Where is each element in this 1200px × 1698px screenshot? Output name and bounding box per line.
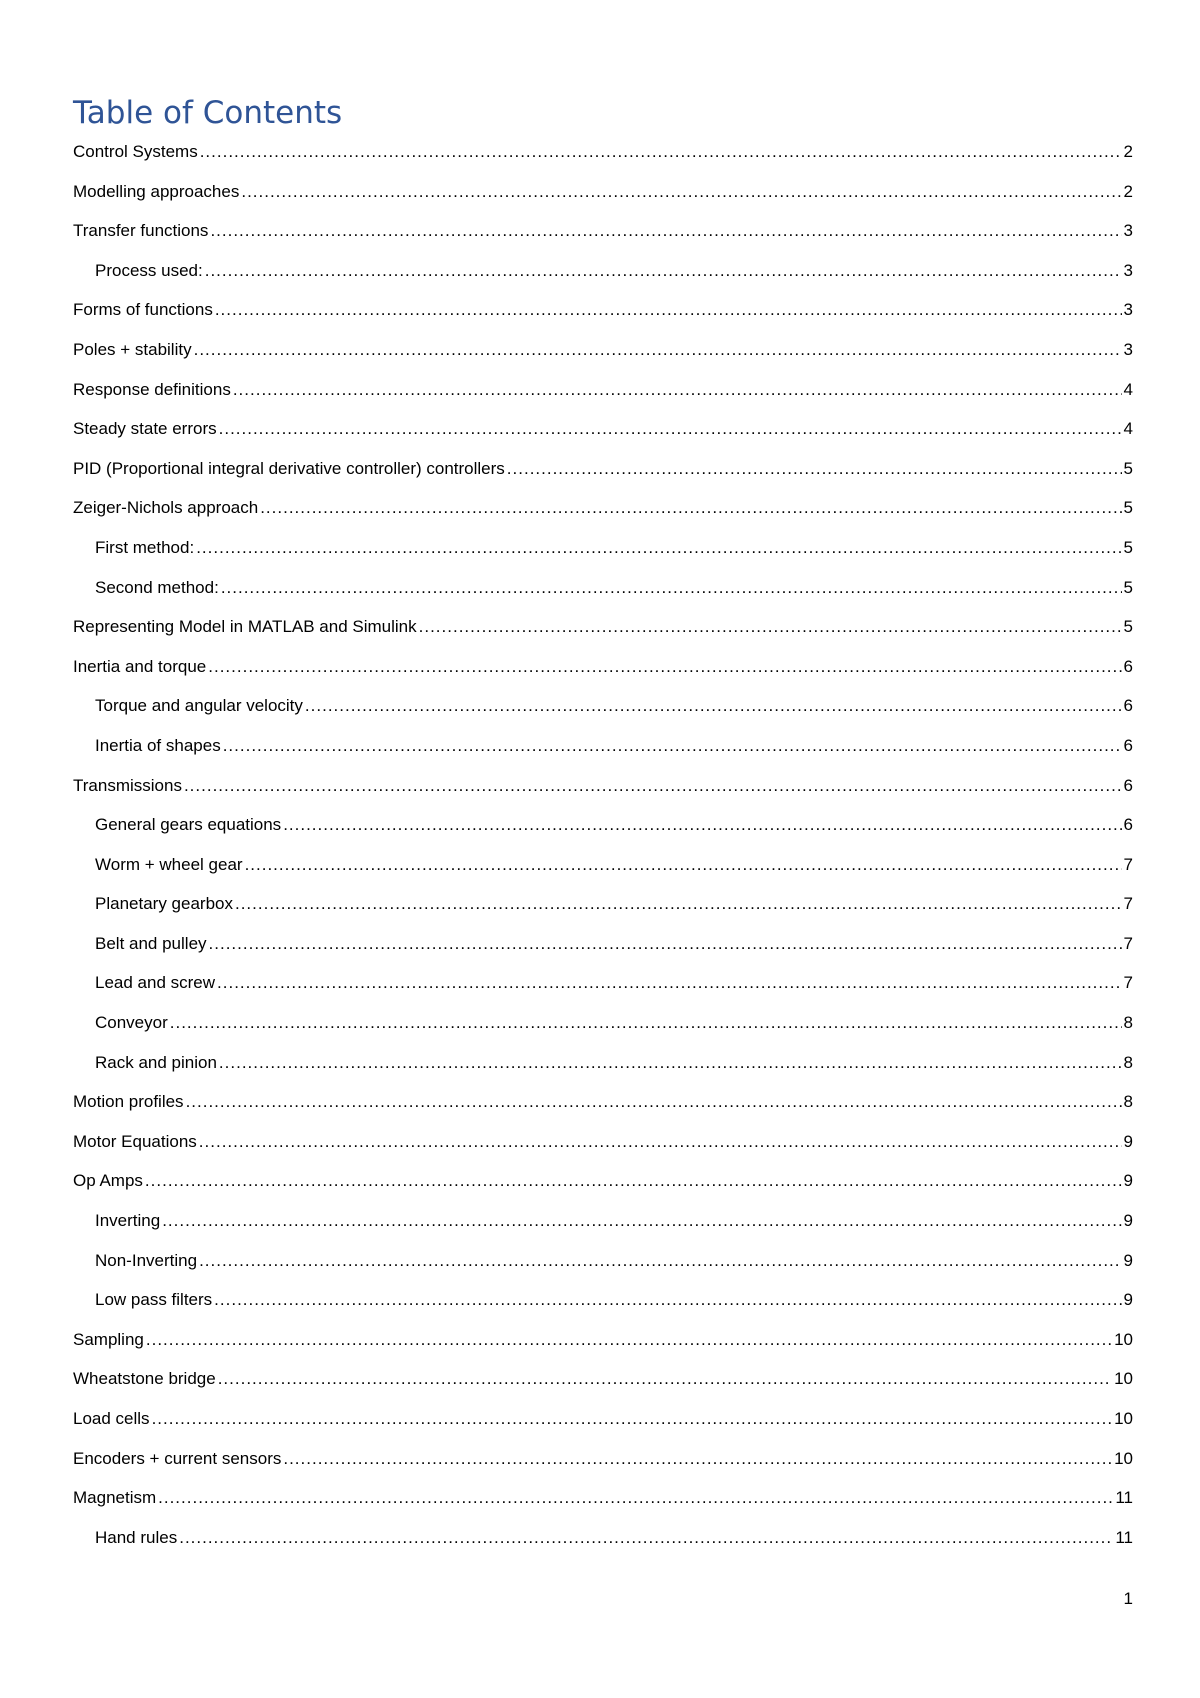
toc-dot-leader bbox=[283, 1444, 1112, 1474]
toc-entry-title[interactable]: Worm + wheel gear bbox=[95, 854, 243, 874]
toc-entry-title[interactable]: PID (Proportional integral derivative controller) controllers bbox=[73, 458, 505, 478]
toc-entry-page-number[interactable]: 11 bbox=[1115, 1488, 1133, 1508]
toc-dot-leader bbox=[158, 1483, 1113, 1513]
toc-entry-title[interactable]: Sampling bbox=[73, 1329, 144, 1349]
toc-entry-page-number[interactable]: 8 bbox=[1123, 1052, 1133, 1072]
toc-entry-title[interactable]: Inertia and torque bbox=[73, 656, 207, 676]
toc-dot-leader bbox=[186, 1087, 1122, 1117]
toc-entry-title[interactable]: Zeiger-Nichols approach bbox=[73, 498, 259, 518]
toc-entry[interactable] bbox=[73, 1206, 1133, 1246]
toc-entry-page-number[interactable]: 6 bbox=[1123, 735, 1133, 755]
toc-entry-page-number[interactable]: 3 bbox=[1123, 260, 1133, 280]
toc-heading: Table of Contents bbox=[73, 95, 343, 131]
toc-entry[interactable] bbox=[73, 454, 1133, 494]
toc-entry-title[interactable]: Wheatstone bridge bbox=[73, 1369, 216, 1389]
toc-entry-title[interactable]: Magnetism bbox=[73, 1488, 157, 1508]
toc-entry-title[interactable]: Steady state errors bbox=[73, 419, 217, 439]
toc-entry[interactable] bbox=[73, 889, 1133, 929]
toc-dot-leader bbox=[419, 612, 1122, 642]
toc-entry-title[interactable]: General gears equations bbox=[95, 815, 282, 835]
toc-entry[interactable] bbox=[73, 256, 1133, 296]
toc-entry-page-number[interactable]: 7 bbox=[1123, 854, 1133, 874]
toc-dot-leader bbox=[162, 1206, 1121, 1236]
toc-entry[interactable] bbox=[73, 652, 1133, 692]
toc-entry-page-number[interactable]: 3 bbox=[1123, 300, 1133, 320]
toc-dot-leader bbox=[196, 533, 1121, 563]
toc-entry-title[interactable]: Control Systems bbox=[73, 142, 198, 161]
toc-dot-leader bbox=[214, 1285, 1121, 1315]
toc-entry-page-number[interactable]: 10 bbox=[1114, 1369, 1133, 1389]
toc-entry-title[interactable]: Non-Inverting bbox=[95, 1250, 198, 1270]
toc-entry-title[interactable]: Load cells bbox=[73, 1409, 150, 1428]
toc-entry-page-number[interactable]: 2 bbox=[1123, 142, 1133, 161]
toc-entry-page-number[interactable]: 9 bbox=[1123, 1171, 1133, 1191]
toc-entry-page-number[interactable]: 6 bbox=[1123, 775, 1133, 795]
toc-dot-leader bbox=[219, 1048, 1122, 1078]
toc-entry[interactable] bbox=[73, 533, 1133, 573]
toc-entry-title[interactable]: Process used: bbox=[95, 260, 203, 280]
toc-dot-leader bbox=[221, 573, 1122, 603]
toc-dot-leader bbox=[210, 216, 1121, 246]
toc-entry[interactable] bbox=[73, 1087, 1133, 1127]
toc-entry[interactable] bbox=[73, 968, 1133, 1008]
toc-entry[interactable] bbox=[73, 177, 1133, 217]
toc-dot-leader bbox=[260, 493, 1121, 523]
toc-dot-leader bbox=[305, 691, 1122, 721]
toc-entry[interactable] bbox=[73, 691, 1133, 731]
toc-dot-leader bbox=[199, 1127, 1122, 1157]
toc-entry-page-number[interactable]: 9 bbox=[1123, 1131, 1133, 1151]
toc-entry[interactable] bbox=[73, 1444, 1133, 1484]
toc-entry-page-number[interactable]: 10 bbox=[1114, 1329, 1133, 1349]
toc-dot-leader bbox=[283, 810, 1121, 840]
toc-entry-page-number[interactable]: 7 bbox=[1123, 973, 1133, 993]
toc-entry-title[interactable]: Torque and angular velocity bbox=[95, 696, 303, 716]
toc-entry[interactable] bbox=[73, 1166, 1133, 1206]
toc-entry[interactable] bbox=[73, 1246, 1133, 1286]
toc-entry-page-number[interactable]: 8 bbox=[1123, 1013, 1133, 1033]
toc-entry-title[interactable]: Motor Equations bbox=[73, 1131, 197, 1151]
toc-entry-title[interactable]: Motion profiles bbox=[73, 1092, 184, 1112]
toc-dot-leader bbox=[209, 929, 1122, 959]
toc-entry-page-number[interactable]: 10 bbox=[1114, 1448, 1133, 1468]
page-number: 1 bbox=[1123, 1589, 1133, 1608]
toc-entry-page-number[interactable]: 5 bbox=[1123, 537, 1133, 557]
toc-entry-page-number[interactable]: 4 bbox=[1123, 379, 1133, 399]
toc-entry-title[interactable]: Poles + stability bbox=[73, 339, 192, 359]
toc-dot-leader bbox=[199, 1246, 1121, 1276]
toc-entry-page-number[interactable]: 10 bbox=[1114, 1409, 1133, 1428]
toc-entry[interactable] bbox=[73, 216, 1133, 256]
toc-entry-page-number[interactable]: 5 bbox=[1123, 458, 1133, 478]
toc-entry-page-number[interactable]: 9 bbox=[1123, 1250, 1133, 1270]
toc-entry-title[interactable]: Lead and screw bbox=[95, 973, 216, 993]
toc-entry[interactable] bbox=[73, 1404, 1133, 1444]
toc-entry-title[interactable]: Transmissions bbox=[73, 775, 182, 795]
toc-dot-leader bbox=[215, 295, 1122, 325]
toc-entry[interactable] bbox=[73, 929, 1133, 969]
toc-dot-leader bbox=[507, 454, 1122, 484]
toc-dot-leader bbox=[218, 1364, 1112, 1394]
toc-entry-page-number[interactable]: 5 bbox=[1123, 577, 1133, 597]
toc-entry[interactable] bbox=[73, 414, 1133, 454]
toc-entry-page-number[interactable]: 5 bbox=[1123, 617, 1133, 637]
toc-entry-page-number[interactable]: 7 bbox=[1123, 933, 1133, 953]
toc-entry[interactable] bbox=[73, 375, 1133, 415]
toc-dot-leader bbox=[205, 256, 1122, 286]
toc-entry-page-number[interactable]: 9 bbox=[1123, 1290, 1133, 1310]
toc-dot-leader bbox=[219, 414, 1122, 444]
toc-entry[interactable] bbox=[73, 137, 1133, 177]
toc-dot-leader bbox=[245, 850, 1122, 880]
toc-entry-title[interactable]: Inertia of shapes bbox=[95, 735, 221, 755]
toc-entry-title[interactable]: Op Amps bbox=[73, 1171, 143, 1191]
toc-dot-leader bbox=[233, 375, 1122, 405]
toc-entry[interactable] bbox=[73, 1325, 1133, 1365]
toc-dot-leader bbox=[184, 771, 1122, 801]
toc-entry-title[interactable]: Low pass filters bbox=[95, 1290, 213, 1310]
toc-entry[interactable] bbox=[73, 771, 1133, 811]
toc-entry-title[interactable]: Rack and pinion bbox=[95, 1052, 217, 1072]
toc-entry-title[interactable]: Conveyor bbox=[95, 1013, 168, 1033]
toc-entry[interactable] bbox=[73, 1285, 1133, 1325]
toc-entry-page-number[interactable]: 3 bbox=[1123, 339, 1133, 359]
toc-entry[interactable] bbox=[73, 1364, 1133, 1404]
toc-entry-page-number[interactable]: 11 bbox=[1115, 1527, 1133, 1547]
toc-entry[interactable] bbox=[73, 1523, 1133, 1563]
toc-dot-leader bbox=[223, 731, 1122, 761]
toc-dot-leader bbox=[200, 137, 1122, 167]
toc-entry[interactable] bbox=[73, 493, 1133, 533]
toc-entry-page-number[interactable]: 3 bbox=[1123, 221, 1133, 241]
toc-entry-title[interactable]: Response definitions bbox=[73, 379, 231, 399]
toc-entry-title[interactable]: Representing Model in MATLAB and Simulink bbox=[73, 617, 417, 637]
toc-dot-leader bbox=[217, 968, 1122, 998]
toc-entry[interactable] bbox=[73, 850, 1133, 890]
toc-entry-title[interactable]: Inverting bbox=[95, 1211, 161, 1231]
toc-entry[interactable] bbox=[73, 573, 1133, 613]
toc-dot-leader bbox=[146, 1325, 1112, 1355]
toc-entry-page-number[interactable]: 4 bbox=[1123, 419, 1133, 439]
toc-dot-leader bbox=[179, 1523, 1113, 1553]
toc-entry-page-number[interactable]: 8 bbox=[1123, 1092, 1133, 1112]
toc-entry-title[interactable]: Second method: bbox=[95, 577, 219, 597]
toc-list bbox=[73, 137, 1133, 1562]
toc-dot-leader bbox=[170, 1008, 1122, 1038]
toc-entry-page-number[interactable]: 6 bbox=[1123, 656, 1133, 676]
toc-entry-title[interactable]: Hand rules bbox=[95, 1527, 178, 1547]
toc-entry-title[interactable]: Belt and pulley bbox=[95, 933, 207, 953]
toc-entry-page-number[interactable]: 5 bbox=[1123, 498, 1133, 518]
toc-entry[interactable] bbox=[73, 731, 1133, 771]
toc-entry-page-number[interactable]: 9 bbox=[1123, 1211, 1133, 1231]
toc-entry-title[interactable]: Encoders + current sensors bbox=[73, 1448, 282, 1468]
toc-dot-leader bbox=[235, 889, 1122, 919]
toc-entry-title[interactable]: Transfer functions bbox=[73, 221, 209, 241]
toc-entry-title[interactable]: Planetary gearbox bbox=[95, 894, 233, 914]
toc-entry[interactable] bbox=[73, 1008, 1133, 1048]
toc-dot-leader bbox=[194, 335, 1122, 365]
toc-dot-leader bbox=[152, 1404, 1113, 1434]
toc-entry[interactable] bbox=[73, 1483, 1133, 1523]
toc-entry-title[interactable]: First method: bbox=[95, 537, 195, 557]
toc-entry-page-number[interactable]: 6 bbox=[1123, 696, 1133, 716]
toc-entry-title[interactable]: Forms of functions bbox=[73, 300, 213, 320]
toc-entry-page-number[interactable]: 7 bbox=[1123, 894, 1133, 914]
toc-dot-leader bbox=[208, 652, 1121, 682]
toc-entry[interactable] bbox=[73, 612, 1133, 652]
toc-entry-title[interactable]: Modelling approaches bbox=[73, 181, 240, 201]
toc-entry[interactable] bbox=[73, 295, 1133, 335]
toc-entry-page-number[interactable]: 2 bbox=[1123, 181, 1133, 201]
toc-dot-leader bbox=[145, 1166, 1122, 1196]
toc-entry[interactable] bbox=[73, 810, 1133, 850]
toc-entry[interactable] bbox=[73, 1048, 1133, 1088]
toc-entry[interactable] bbox=[73, 335, 1133, 375]
toc-entry[interactable] bbox=[73, 1127, 1133, 1167]
toc-entry-page-number[interactable]: 6 bbox=[1123, 815, 1133, 835]
toc-dot-leader bbox=[241, 177, 1121, 207]
